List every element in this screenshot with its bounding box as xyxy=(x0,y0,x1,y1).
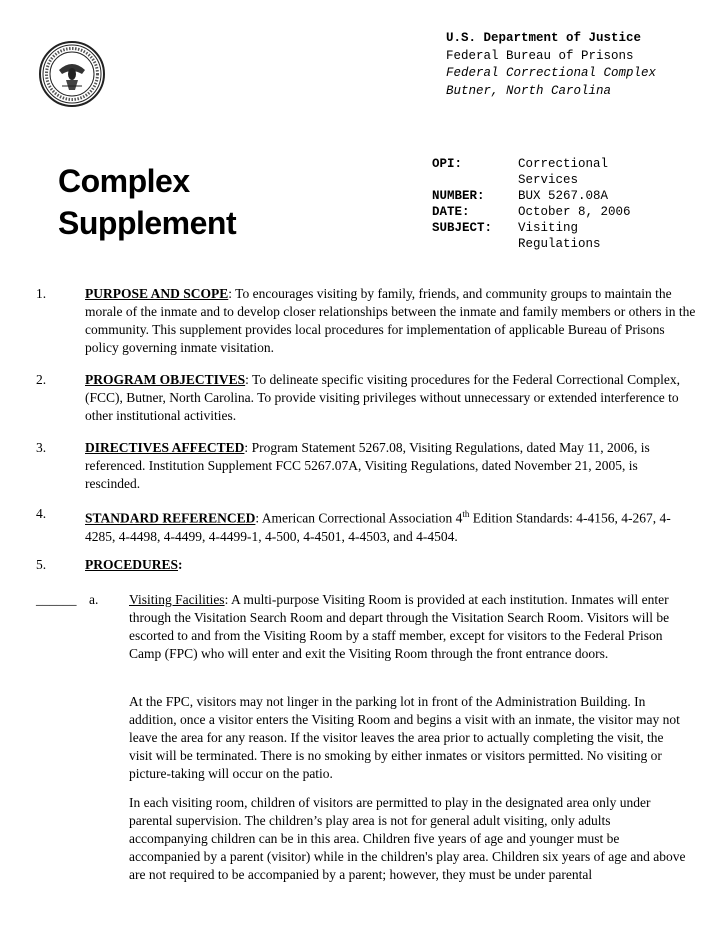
section-text: Program Statement 5267.08, Visiting Regulations, dated May 11, 2006, is referenced. Institution Supplement FCC 5267.07A, Visiting Regulations, dated November 21, 2005, is rescinded. xyxy=(85,440,650,491)
document-title xyxy=(58,160,236,244)
section-heading: STANDARD REFERENCED xyxy=(85,510,256,526)
section-number: 4. xyxy=(36,506,47,521)
document-meta xyxy=(432,156,668,252)
meta-opi: OPI: Correctional Services xyxy=(432,157,609,187)
section-number: 5. xyxy=(36,557,47,572)
meta-date: DATE: October 8, 2006 xyxy=(432,205,631,219)
subsection-letter: a. xyxy=(89,592,99,607)
agency-location: Butner, North Carolina xyxy=(446,83,612,98)
blank-line: ______ xyxy=(36,592,77,607)
agency-bureau: Federal Bureau of Prisons xyxy=(446,48,634,63)
subsection-paragraph-2: At the FPC, visitors may not linger in the parking lot in front of the Administration Building. In addition, once a visitor enters the Visiting Room and begins a visit with an inmate, the visitor may not leave the area for any reason. If the visitor leaves the area prior to actually completing the visit, the visit will be terminated. There is no smoking by either inmates or visitors permitted. No visiting or picture-taking will occur on the patio. xyxy=(129,694,680,781)
agency-block xyxy=(446,30,656,100)
doj-seal-icon xyxy=(38,40,106,108)
section-5: 5. PROCEDURES: xyxy=(36,557,183,572)
meta-number: NUMBER: BUX 5267.08A xyxy=(432,189,609,203)
agency-department: U.S. Department of Justice xyxy=(446,31,642,45)
section-heading: PURPOSE AND SCOPE xyxy=(85,286,229,301)
section-2: 2. PROGRAM OBJECTIVES: To delineate specific visiting procedures for the Federal Correctional Complex, (FCC), Butner, North Carolina. To provide visiting privileges without unnecessary or extended interference to other institutional activities. xyxy=(36,372,680,423)
section-3: 3. DIRECTIVES AFFECTED: Program Statement 5267.08, Visiting Regulations, dated May 11, 2006, is referenced. Institution Supplement FCC 5267.07A, Visiting Regulations, dated November 21, 2005, is rescinded. xyxy=(36,440,650,491)
title-line-1: Complex xyxy=(58,163,190,199)
section-number: 1. xyxy=(36,286,47,301)
section-1: 1. PURPOSE AND SCOPE: To encourages visiting by family, friends, and community groups to maintain the morale of the inmate and to develop closer relationships between the inmate and family members or others in the community. This supplement provides local procedures for implementation of applicable Bureau of Prisons policy governing inmate visitation. xyxy=(36,286,696,355)
meta-subject: SUBJECT: Visiting Regulations xyxy=(432,221,601,251)
section-heading: DIRECTIVES AFFECTED xyxy=(85,440,245,455)
section-heading: PROGRAM OBJECTIVES xyxy=(85,372,246,387)
subsection-heading: Visiting Facilities xyxy=(129,592,225,607)
subsection-a: ______ a. Visiting Facilities: A multi-purpose Visiting Room is provided at each institution. Inmates will enter through the Visitation Search Room and depart through the Visitation Search Room. Visitors will be escorted to and from the Visiting Room by a staff member, except for visitors to the Federal Prison Camp (FPC) who will enter and exit the Visiting Room through the front entrance doors. xyxy=(36,592,670,661)
section-text: To delineate specific visiting procedures for the Federal Correctional Complex, (FCC), Butner, North Carolina. To provide visiting privileges without unnecessary or extended interference to other institutional activities. xyxy=(85,372,680,423)
section-number: 2. xyxy=(36,372,47,387)
section-number: 3. xyxy=(36,440,47,455)
section-4: 4. STANDARD REFERENCED: American Correctional Association 4th Edition Standards: 4-4156, 4-267, 4-4285, 4-4498, 4-4499, 4-4499-1, 4-500, 4-4501, 4-4503, and 4-4504. xyxy=(36,506,671,544)
section-text: To encourages visiting by family, friends, and community groups to maintain the morale of the inmate and to develop closer relationships between the inmate and family members or others in the community. This supplement provides local procedures for implementation of applicable Bureau of Prisons policy governing inmate visitation. xyxy=(85,286,696,355)
subsection-paragraph-3: In each visiting room, children of visitors are permitted to play in the designated area only under parental supervision. The children’s play area is not for general adult visiting, only adults accompanying children can be in this area. Children five years of age and younger must be accompanied by a parent (visitor) while in the children's play area. Children six years of age and above are not required to be accompanied by a parent; however, they must be under parental xyxy=(129,795,686,882)
section-text: American Correctional Association 4 xyxy=(261,510,463,526)
title-line-2: Supplement xyxy=(58,205,237,241)
agency-complex: Federal Correctional Complex xyxy=(446,66,657,80)
section-heading: PROCEDURES xyxy=(85,557,179,572)
subsection-paragraph-1: A multi-purpose Visiting Room is provided at each institution. Inmates will enter through the Visitation Search Room and depart through the Visitation Search Room. Visitors will be escorted to and from the Visiting Room by a staff member, except for visitors to the Federal Prison Camp (FPC) who will enter and exit the Visiting Room through the front entrance doors. xyxy=(129,592,670,661)
